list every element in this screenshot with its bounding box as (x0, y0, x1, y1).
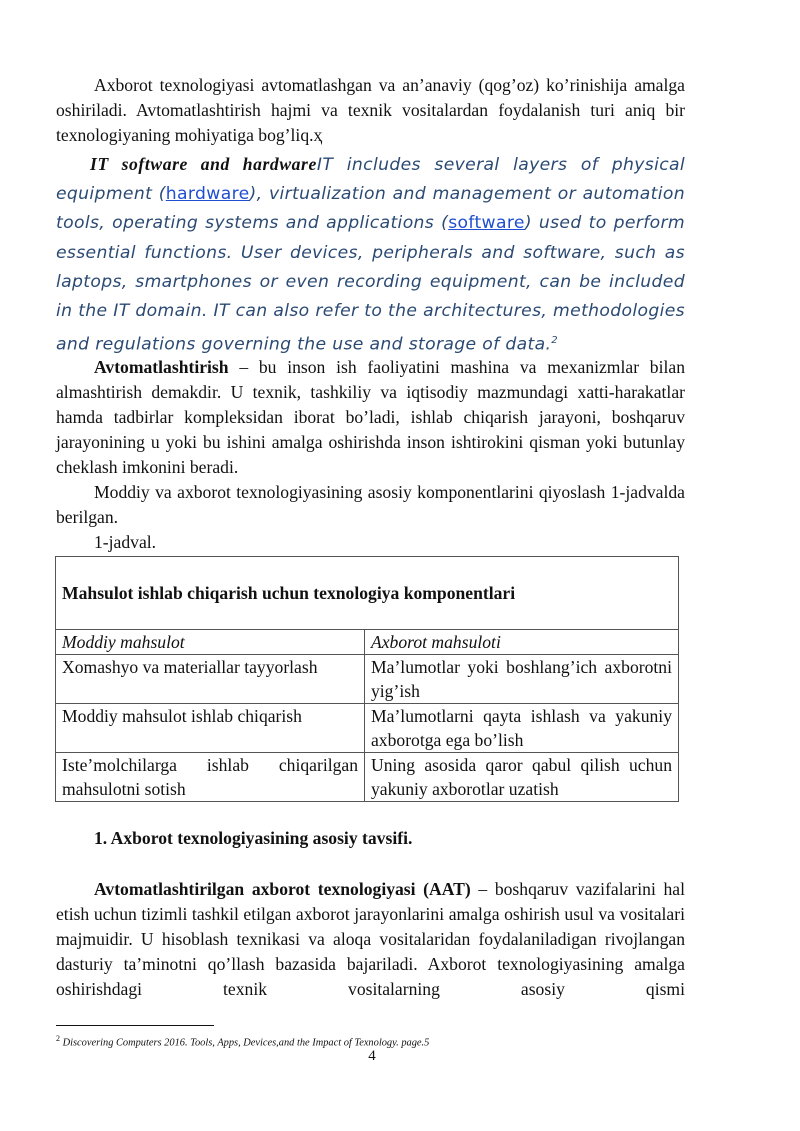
table-cell: Iste’molchilarga ishlab chiqarilgan mahsulotni sotish (56, 753, 365, 802)
table-cell: Moddiy mahsulot ishlab chiqarish (56, 704, 365, 753)
paragraph-aat-text: – boshqaruv vazifalarini hal etish uchun tizimli tashkil etilgan axborot jarayonlarini amalga oshirish usul va vositalari majmuidir. U hisoblash texnikasi va aloqa vositalaridan foydalaniladigan rivojlangan dasturiy ta’minotni qo’llash bazasida bajariladi. Axborot texnologiyasining amalga oshirishdagi texnik vositalarning asosiy qismi (56, 879, 686, 999)
section-heading: 1. Axborot texnologiyasining asosiy tavsifi. (94, 828, 413, 848)
table-cell: Ma’lumotlar yoki boshlang’ich axborotni yig’ish (365, 655, 679, 704)
table-caption-text: 1-jadval. (94, 532, 157, 552)
software-link[interactable]: software (448, 213, 525, 234)
footnote-reference[interactable]: 2 (551, 335, 559, 347)
it-text-2: ), virtualization and management or automation tools, operating systems and applications ( (56, 184, 685, 234)
table-caption (56, 530, 685, 555)
term-avtomatlashtirish: Avtomatlashtirish (94, 357, 229, 377)
paragraph-it-english (56, 150, 685, 360)
column-header-material: Moddiy mahsulot (56, 630, 365, 655)
table-header-row (56, 630, 679, 655)
footnote-text: Discovering Computers 2016. Tools, Apps, Devices,and the Impact of Texnology. page.5 (60, 1037, 430, 1049)
paragraph-intro-text: Axborot texnologiyasi avtomatlashgan va an’anaviy (qog’oz) ko’rinishija amalga oshiriladi. Avtomatlashtirish hajmi va texnik vositalardan foydalanish turi aniq bir texnologiyaning mohiyatiga bog’liq.ҳ (56, 75, 685, 145)
it-text-3: ) used to perform essential functions. User devices, peripherals and software, such as laptops, smartphones or even recording equipment, can be included in the IT domain. IT can also refer to the architectures, methodologies and regulations governing the use and storage of data. (56, 213, 685, 355)
table-cell: Ma’lumotlarni qayta ishlash va yakuniy axborotga ega bo’lish (365, 704, 679, 753)
table-cell: Uning asosida qaror qabul qilish uchun yakuniy axborotlar uzatish (365, 753, 679, 802)
it-text-1: IT includes several layers of physical equipment ( (56, 155, 685, 205)
table-row (56, 655, 679, 704)
paragraph-automation-text: – bu inson ish faoliyatini mashina va mexanizmlar bilan almashtirish demakdir. U texnik, tashkiliy va iqtisodiy mazmundagi xatti-harakatlar hamda tadbirlar kompleksidan iborat bo’ladi, ishlab chiqarish jarayoni, boshqaruv jarayonining u yoki bu ishini amalga oshirishda inson ishtirokini qisman yoki butunlay cheklash imkonini beradi. (56, 357, 685, 477)
page-number: 4 (368, 1048, 376, 1064)
paragraph-aat (56, 877, 685, 1002)
it-lead-heading: IT software and hardware (90, 154, 317, 174)
hardware-link[interactable]: hardware (165, 184, 250, 205)
table-title-row (56, 557, 679, 630)
footnote-divider (56, 1025, 214, 1026)
column-header-information: Axborot mahsuloti (365, 630, 679, 655)
term-aat: Avtomatlashtirilgan axborot texnologiyasi (AAT) (94, 879, 471, 899)
table-cell: Xomashyo va materiallar tayyorlash (56, 655, 365, 704)
table-row (56, 704, 679, 753)
paragraph-table-intro (56, 480, 685, 530)
paragraph-table-intro-text: Moddiy va axborot texnologiyasining asosiy komponentlarini qiyoslash 1-jadvalda berilgan. (56, 482, 685, 527)
footnote (56, 1034, 429, 1048)
components-table (55, 556, 679, 802)
paragraph-intro (56, 73, 685, 148)
table-title: Mahsulot ishlab chiqarish uchun texnologiya komponentlari (56, 557, 679, 630)
paragraph-automation (56, 355, 685, 480)
footnote-marker: 2 (56, 1034, 60, 1043)
table-row (56, 753, 679, 802)
